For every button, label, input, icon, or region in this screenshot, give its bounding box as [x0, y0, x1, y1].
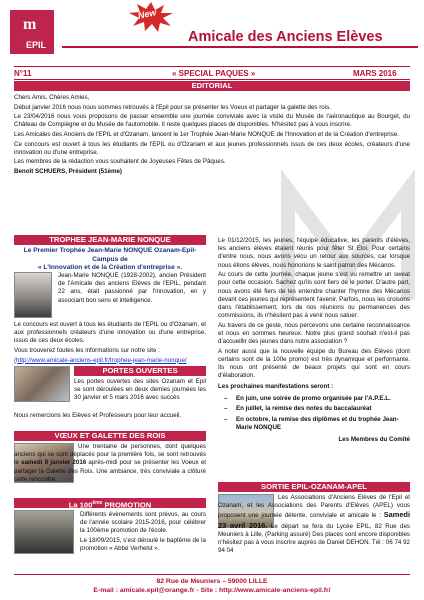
issue-special: « SPECIAL PAQUES » — [172, 69, 256, 78]
portes-thanks-text: Nous remercions les Elèves et Professeurs pour leur accueil. — [14, 412, 182, 419]
promo-heading — [14, 498, 206, 508]
portes-photo — [14, 366, 70, 402]
trophee-bio-text: Jean-Marie NONQUE (1928-2002), ancien Président de l'Amicale des anciens Elèves de l'EPIL, pendant 22 ans, était passionné par l'innovation, en y associant bon sens et intelligence. — [58, 272, 206, 304]
trophee-body-text: Le concours est ouvert à tous les étudiants de l'EPIL ou d'Ozanam, et aux professionnels créateurs d'une innovation ou d'une entreprise, issus de ces deux écoles. — [14, 321, 206, 345]
editorial-paragraph: Les membres de la rédaction vous souhaitent de Joyeuses Fêtes de Pâques. — [14, 158, 226, 166]
voeux-date: samedi 9 janvier 2016 — [21, 459, 87, 467]
sortie-text: Le départ se fera du Lycée EPIL, 82 Rue des Meuniers à Lille, (Parking assuré) Des places sont encore disponibles n'hésitez pas à vous inscrire auprès de Daniel DEHON. Tél : 06 74 92 94 04 — [218, 522, 410, 555]
issue-rule-bottom — [14, 79, 410, 80]
issue-number: N°11 — [14, 69, 32, 78]
trophee-subtitle — [14, 247, 206, 273]
editorial-greeting: Chers Amis, Chères Amies, — [14, 94, 90, 101]
sortie-text: Les Associations d'Anciens Elèves de l'Epil et Ozanam, et les Associations des Parents d'Elèves (APEL) vous proposent une journée détente, conviviale et amicale le : — [218, 494, 410, 520]
portes-heading: PORTES OUVERTES — [74, 366, 206, 376]
voeux-text: Une trentaine de personnes, dont quelques anciens qui se sont déplacés pour la première fois, se sont retrouvés le — [14, 443, 206, 467]
trophee-heading: TROPHEE JEAN-MARIE NONQUE — [14, 235, 206, 245]
event-item: – En octobre, la remise des diplômes et du trophée Jean-Marie NONQUE — [218, 416, 410, 432]
promo-body-text: Le 18/09/2015, s'est déroulé le baptême de la promotion « Abbé Verhelst ». — [80, 536, 206, 553]
portrait-photo — [14, 272, 52, 318]
committee-signature: Les Membres du Comité — [338, 436, 410, 444]
promo-photo — [14, 510, 74, 554]
logo-name: EPIL — [26, 40, 47, 50]
sortie-date: Samedi 23 avril 2016. — [218, 510, 410, 530]
editorial-heading: EDITORIAL — [14, 81, 410, 91]
portes-body-text: Les portes ouvertes des sites Ozanam et Epil se sont déroulées en deux demies journées les 30 janvier et 5 mars 2016 avec succès — [74, 378, 206, 402]
article-paragraph: Au travers de ce geste, nous percevons une certaine reconnaissance et nous en sommes heureux. Notre plus grand souhait n'est-il pas d'accueillir des jeunes dans notre association ? — [218, 321, 410, 346]
voeux-heading: VŒUX ET GALETTE DES ROIS — [14, 431, 206, 441]
promo-heading-text: PROMOTION — [102, 500, 152, 510]
trophee-bio — [58, 272, 206, 306]
trophee-subtitle-line: « L'Innovation et de la Création d'entreprise ». — [37, 264, 183, 272]
voeux-text: après-midi pour se présenter les Voeux et partager la Galette des Rois. Une ambiance, très conviviale a clôturé cette rencontre. — [14, 459, 206, 483]
trophee-subtitle-line: Le Premier Trophée Jean-Marie NONQUE Ozanam-Epil-Campus de — [23, 247, 197, 263]
promo-heading-sup: ème — [92, 500, 103, 506]
event-item: – En juin, une soirée de promo organisée par l'A.P.E.L. — [218, 395, 410, 403]
article-paragraph: Au cours de cette journée, chaque jeune s'est vu remettre un sweat pour cette occasion. Sachez qu'ils sont fiers de le porter. D'autre part, nous avons été fiers de les entendre chanter l'hymne des Mécanos devant ces jeunes qui représentent l'avenir. Parfois, nous les croisons dans l'établissement, lors de nos réunions ou permanences des commissions, ils n'hésitent pas à venir nous saluer. — [218, 271, 410, 320]
masthead — [0, 0, 424, 62]
editorial-signature: Benoît SCHUERS, Président (51ème) — [14, 167, 122, 175]
footer-address: 82 Rue de Meuniers – 59000 LILLE — [156, 578, 268, 585]
footer-contact[interactable]: E-mail : amicale.epil@orange.fr - Site : http://www.amicale-anciens-epil.fr/ — [93, 587, 331, 594]
article-paragraph: Le 01/12/2015, les jeunes, l'équipe éducative, les parents d'élèves, les anciens élèves étaient réunis pour fêter St Eloi. Pour certains d'entre nous, nous avons vécu un retour aux sources, car lorsque nous étions élèves, nous honorions le saint patron des Mécanos. — [218, 237, 410, 269]
trophee-info: Vous trouverez toutes les informations sur notre site : — [14, 346, 160, 354]
events-list — [218, 395, 410, 433]
promo-body-text: Différents évènements sont prévus, au cours de l'année scolaire 2015-2016, pour célébrer la 100ème promotion de l'école. — [80, 511, 206, 535]
promo-body — [80, 511, 206, 555]
sortie-heading: SORTIE EPIL-OZANAM-APEL — [218, 482, 410, 492]
editorial-paragraph: Les Amicales des Anciens de l'EPIL et d'Ozanam, lancent le 1er Trophée Jean-Marie NONQUE de l'Innovation et de la Création d'entreprise. — [14, 130, 399, 138]
editorial-paragraph: Début janvier 2016 nous nous sommes retrouvés à l'Epil pour se présenter les Voeux et partager la galette des rois. — [14, 103, 331, 111]
article-paragraph: A noter aussi que la nouvelle équipe du Bureau des Elèves (dont certains sont de la 100e promo) est très dynamique et performante. Ils nous ont présenté de beaux projets qui sont en cours d'élaboration. — [218, 347, 410, 380]
header-rule — [62, 46, 418, 48]
portes-thanks — [14, 412, 206, 422]
new-label: New — [136, 7, 158, 21]
newsletter-title: Amicale des Anciens Elèves — [188, 29, 383, 45]
epil-logo — [10, 10, 54, 54]
editorial-paragraph: Ce concours est ouvert à tous les étudiants de l'EPIL ou d'Ozanam et aux jeunes professionnels issus de ces deux écoles, créateurs d'une innovation ou d'une entreprise. — [14, 140, 410, 156]
sortie-body — [218, 494, 410, 557]
footer — [0, 577, 424, 595]
footer-rule — [14, 574, 410, 575]
portes-body — [74, 378, 206, 404]
trophee-body — [14, 321, 206, 366]
logo-letter: m — [23, 16, 37, 33]
event-item: – En juillet, la remise des notes du baccalauréat — [218, 405, 410, 413]
events-heading: Les prochaines manifestations seront : — [218, 383, 334, 391]
issue-rule-top — [14, 66, 410, 67]
trophee-link[interactable]: (http://www.amicale-anciens-epil.fr/trophee-jean-marie-nonque/ — [14, 356, 187, 364]
editorial-paragraph: Le 23/04/2016 nous vous proposons de passer ensemble une journée conviviale avec la visite du Musée de l'aéronautique au Bourget, du Château de Compiègne et du Musée de l'automobile. Il reste quelques places de disponibles. N'hésitez pas à vous inscrire. — [14, 113, 410, 129]
promo-heading-text: La 100 — [68, 500, 93, 510]
voeux-body — [14, 443, 206, 485]
issue-date: MARS 2016 — [353, 69, 397, 78]
watermark-logo — [268, 150, 424, 330]
